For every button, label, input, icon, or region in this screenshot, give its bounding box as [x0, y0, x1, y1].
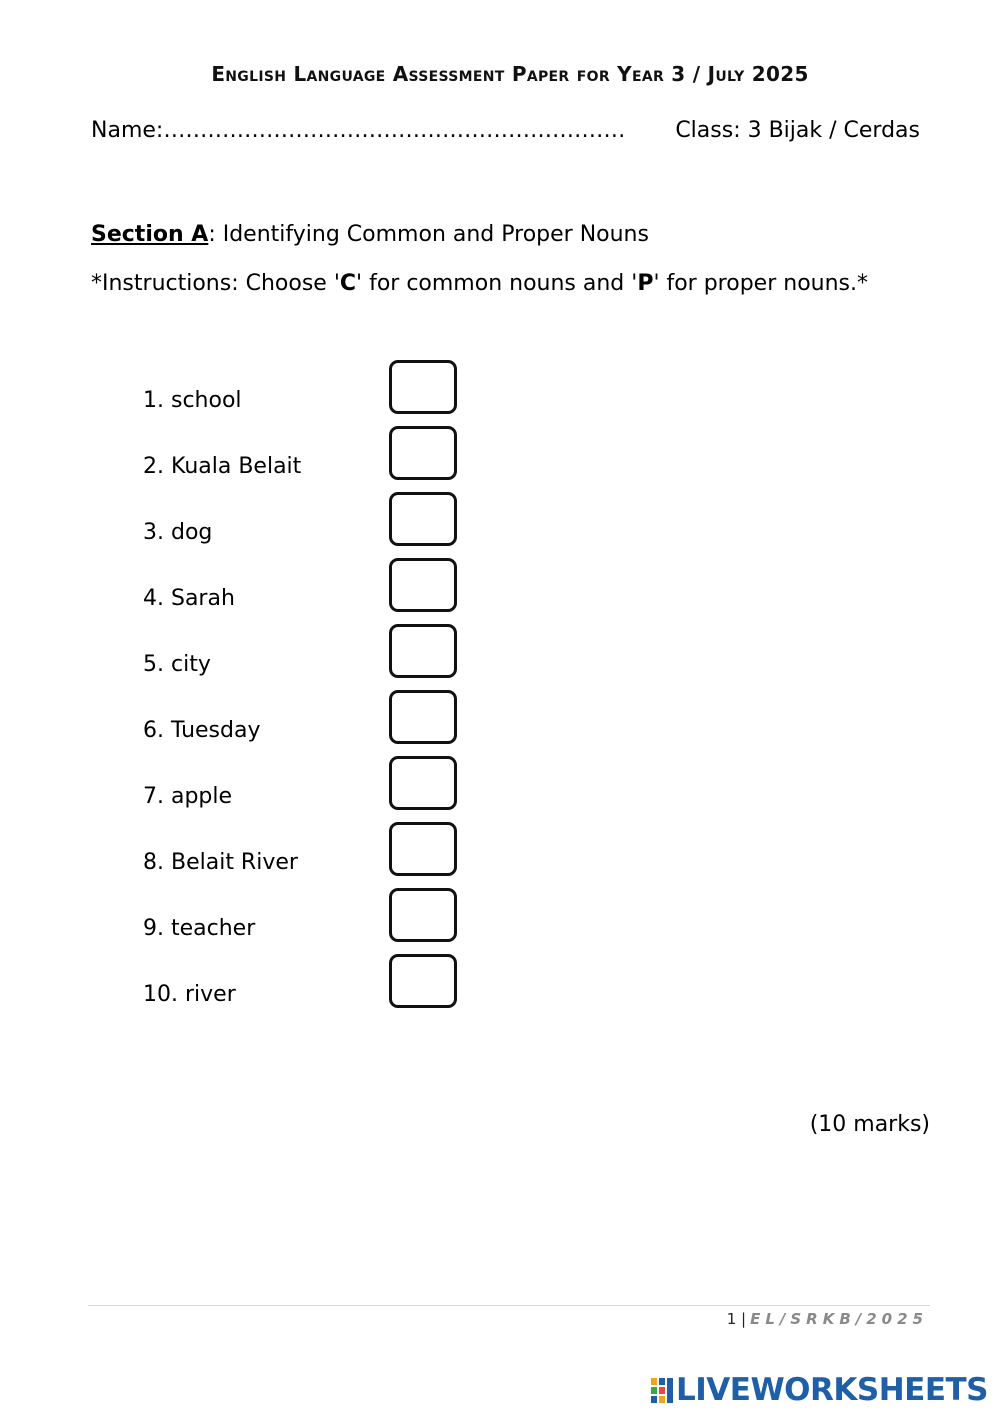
- question-item-4: [143, 558, 473, 624]
- question-label-5: 5. city: [143, 652, 211, 677]
- question-item-5: [143, 624, 473, 690]
- section-title: : Identifying Common and Proper Nouns: [208, 222, 649, 247]
- question-item-7: [143, 756, 473, 822]
- question-list: [143, 360, 473, 1020]
- answer-box-10[interactable]: [389, 954, 457, 1008]
- page-number: 1 |: [726, 1310, 747, 1328]
- answer-box-4[interactable]: [389, 558, 457, 612]
- question-item-3: [143, 492, 473, 558]
- answer-box-8[interactable]: [389, 822, 457, 876]
- answer-box-7[interactable]: [389, 756, 457, 810]
- instructions: [91, 271, 868, 296]
- name-field-label: Name:………………………………………………………: [91, 118, 626, 143]
- page-title: English Language Assessment Paper for Year 3 / July 2025: [211, 62, 809, 86]
- marks-total: (10 marks): [809, 1112, 930, 1137]
- answer-box-5[interactable]: [389, 624, 457, 678]
- instructions-letter-p: P: [637, 271, 654, 296]
- answer-box-3[interactable]: [389, 492, 457, 546]
- question-label-2: 2. Kuala Belait: [143, 454, 302, 479]
- section-label: Section A: [91, 222, 209, 247]
- liveworksheets-logo: [650, 1372, 988, 1408]
- instructions-part-2: ' for common nouns and ': [356, 271, 638, 296]
- question-item-9: [143, 888, 473, 954]
- instructions-letter-c: C: [339, 271, 357, 296]
- answer-box-9[interactable]: [389, 888, 457, 942]
- question-item-6: [143, 690, 473, 756]
- question-label-4: 4. Sarah: [143, 586, 235, 611]
- question-label-8: 8. Belait River: [143, 850, 298, 875]
- section-heading: [91, 222, 649, 247]
- instructions-part-1: *Instructions: Choose ': [91, 271, 340, 296]
- question-item-2: [143, 426, 473, 492]
- page-footer: [727, 1310, 928, 1328]
- question-label-6: 6. Tuesday: [143, 718, 261, 743]
- question-item-1: [143, 360, 473, 426]
- answer-box-2[interactable]: [389, 426, 457, 480]
- question-label-10: 10. river: [143, 982, 236, 1007]
- liveworksheets-logo-icon: [650, 1376, 674, 1404]
- question-label-9: 9. teacher: [143, 916, 256, 941]
- question-label-3: 3. dog: [143, 520, 213, 545]
- question-label-7: 7. apple: [143, 784, 233, 809]
- instructions-part-3: ' for proper nouns.*: [653, 271, 868, 296]
- logo-text: LIVEWORKSHEETS: [676, 1372, 988, 1408]
- question-label-1: 1. school: [143, 388, 242, 413]
- footer-divider: [88, 1305, 930, 1306]
- answer-box-6[interactable]: [389, 690, 457, 744]
- question-item-10: [143, 954, 473, 1020]
- answer-box-1[interactable]: [389, 360, 457, 414]
- page-code: EL/SRKB/2025: [750, 1310, 928, 1328]
- class-label: Class: 3 Bijak / Cerdas: [675, 118, 920, 143]
- question-item-8: [143, 822, 473, 888]
